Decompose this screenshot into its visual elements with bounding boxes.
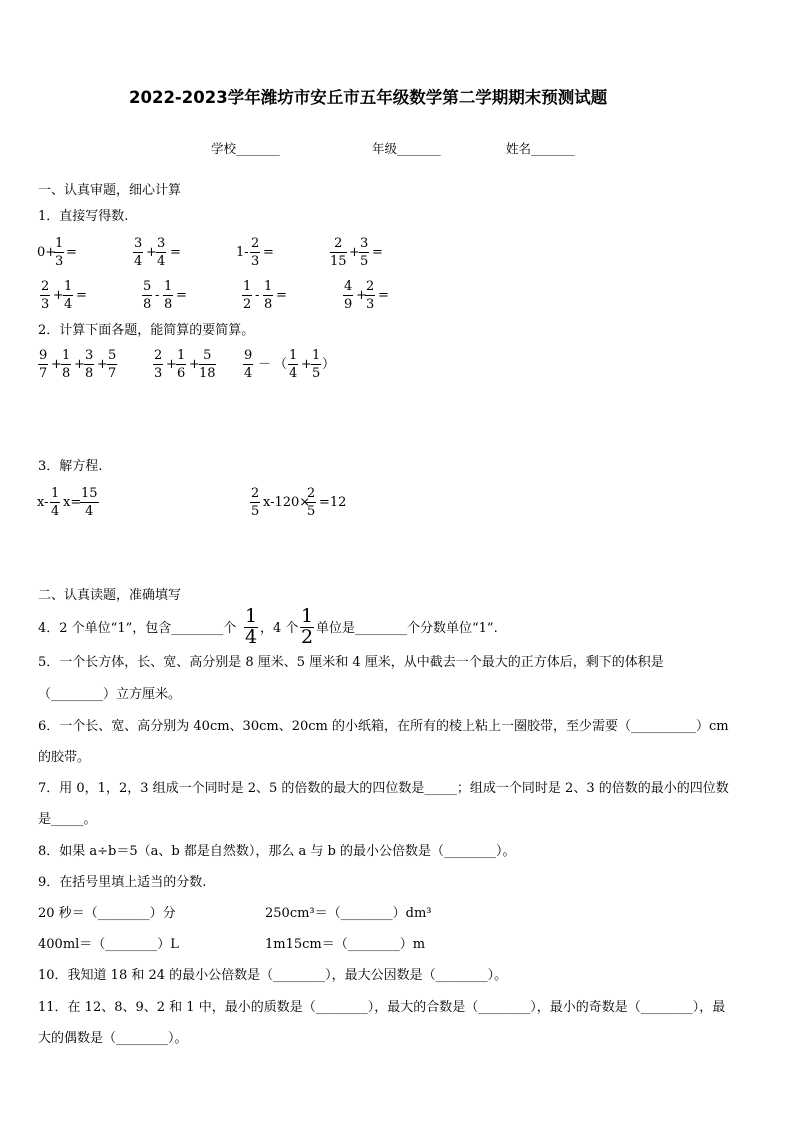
- q7-line2: 是_____。: [38, 812, 97, 827]
- fraction: 1 4: [245, 605, 258, 648]
- fraction: 1 4: [289, 348, 298, 381]
- fraction: 3 5: [360, 236, 369, 269]
- fraction: 1 4: [64, 279, 73, 312]
- fraction: 3 8: [85, 348, 94, 381]
- q3-label: 3．解方程.: [38, 459, 103, 474]
- fraction: 5 18: [199, 348, 216, 381]
- q6-line2: 的胶带。: [38, 750, 91, 765]
- q5-line1: 5．一个长方体，长、宽、高分别是 8 厘米、5 厘米和 4 厘米，从中截去一个最大的正方体后，剩下的体积是: [38, 655, 664, 670]
- q9-label: 9．在括号里填上适当的分数.: [38, 875, 207, 890]
- section-1-heading: 一、认真审题，细心计算: [38, 183, 182, 198]
- fraction: 2 3: [251, 236, 260, 269]
- fraction: 1 2: [243, 279, 252, 312]
- fraction: 1 4: [51, 486, 60, 519]
- q8: 8．如果 a÷b＝5（a、b 都是自然数），那么 a 与 b 的最小公倍数是（________）。: [38, 844, 516, 859]
- fraction: 1 8: [62, 348, 71, 381]
- fraction: 1 3: [55, 236, 64, 269]
- grade-field: 年级_______: [372, 141, 441, 156]
- fraction: 5 8: [143, 279, 152, 312]
- q5-line2: （________）立方厘米。: [38, 687, 182, 702]
- q11-line1: 11．在 12、8、9、2 和 1 中，最小的质数是（________），最大的合数是（________），最小的奇数是（________），最: [38, 1000, 726, 1015]
- fraction: 2 15: [330, 236, 347, 269]
- q11-line2: 大的偶数是（________）。: [38, 1031, 188, 1046]
- fraction: 9 7: [39, 348, 48, 381]
- school-field: 学校_______: [211, 141, 280, 156]
- q9-item-4: 1m15cm＝（________）m: [265, 937, 426, 952]
- section-2-heading: 二、认真读题，准确填写: [38, 588, 182, 603]
- fraction: 9 4: [244, 348, 253, 381]
- fraction: 1 8: [264, 279, 273, 312]
- fraction: 15 4: [81, 486, 98, 519]
- q1-label: 1．直接写得数.: [38, 209, 129, 224]
- fraction: 2 3: [41, 279, 50, 312]
- q2-label: 2．计算下面各题，能简算的要简算。: [38, 323, 255, 338]
- fraction: 1 6: [177, 348, 186, 381]
- fraction: 3 4: [134, 236, 143, 269]
- fraction: 2 3: [366, 279, 375, 312]
- fraction: 3 4: [157, 236, 166, 269]
- q9-item-2: 250cm³＝（________）dm³: [265, 906, 432, 921]
- fraction: 1 5: [312, 348, 321, 381]
- fraction: 2 3: [154, 348, 163, 381]
- fraction: 1 8: [164, 279, 173, 312]
- name-field: 姓名_______: [506, 141, 575, 156]
- page-title: 2022-2023学年潍坊市安丘市五年级数学第二学期期末预测试题: [129, 88, 608, 107]
- q6-line1: 6．一个长、宽、高分别为 40cm、30cm、20cm 的小纸箱，在所有的棱上粘上一圈胶带，至少需要（__________）cm: [38, 719, 729, 734]
- fraction: 5 7: [108, 348, 117, 381]
- fraction: 1 2: [301, 605, 314, 648]
- fraction: 4 9: [344, 279, 353, 312]
- q10: 10．我知道 18 和 24 的最小公倍数是（________），最大公因数是（________）。: [38, 968, 508, 983]
- q9-item-1: 20 秒＝（________）分: [38, 906, 176, 921]
- q9-item-3: 400ml＝（________）L: [38, 937, 179, 952]
- q7-line1: 7．用 0，1，2，3 组成一个同时是 2、5 的倍数的最大的四位数是_____；组成一个同时是 2、3 的倍数的最小的四位数: [38, 781, 729, 796]
- fraction: 2 5: [307, 486, 316, 519]
- fraction: 2 5: [251, 486, 260, 519]
